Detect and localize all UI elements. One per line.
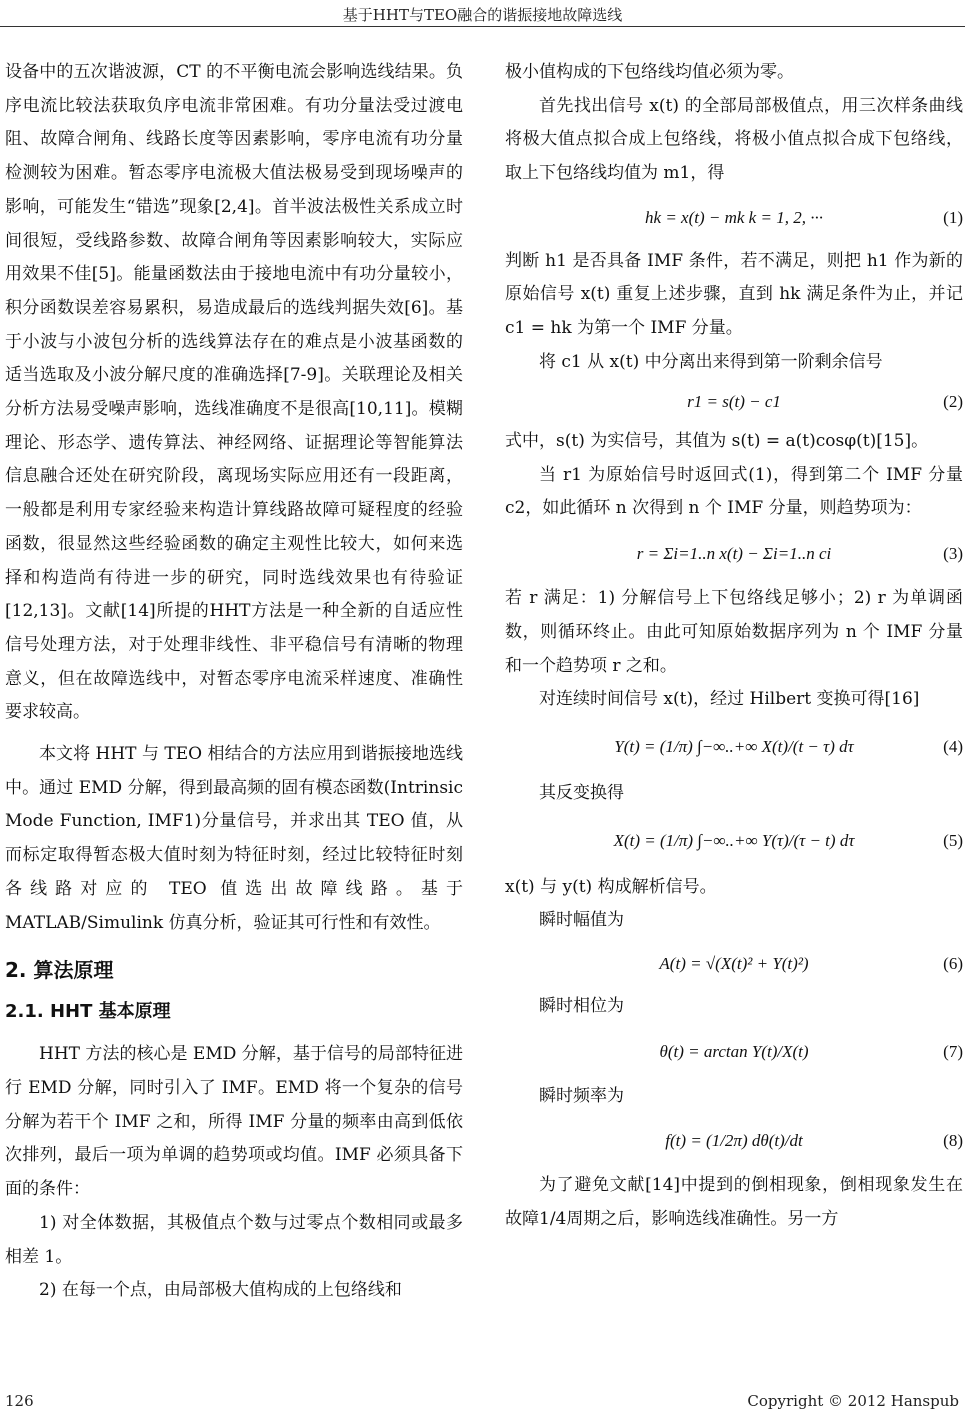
equation-body: X(t) = (1/π) ∫−∞..+∞ Y(τ)/(τ − t) dτ bbox=[613, 830, 855, 850]
equation-body: f(t) = (1/2π) dθ(t)/dt bbox=[665, 1131, 803, 1151]
equation-2 bbox=[505, 385, 963, 419]
equation-number: (2) bbox=[943, 392, 963, 412]
equation-8 bbox=[505, 1127, 963, 1155]
paragraph: 瞬时相位为 bbox=[539, 996, 624, 1017]
equation-3 bbox=[505, 540, 963, 568]
paragraph: 本文将 HHT 与 TEO 相结合的方法应用到谐振接地选线中。通过 EMD 分解，得到最高频的固有模态函数(Intrinsic Mode Function, IMF1)分量信号，并求出其 TEO 值，从而标定取得暂态极大值时刻为特征时刻，经过比较特征时刻各线路对应的 TEO 值选出故障线路。基于 MATLAB/Simulink 仿真分析，验证其可行性和有效性。 bbox=[5, 744, 463, 933]
paragraph: 式中，s(t) 为实信号，其值为 s(t) = a(t)cosφ(t)[15]。 bbox=[505, 431, 929, 452]
paragraph: 设备中的五次谐波源，CT 的不平衡电流会影响选线结果。负序电流比较法获取负序电流非常困难。有功分量法受过渡电阻、故障合闸角、线路长度等因素影响，零序电流有功分量检测较为困难。暂态零序电流极大值法极易受到现场噪声的影响，可能发生“错选”现象[2,4]。首半波法极性关系成立时间很短，受线路参数、故障合闸角等因素影响较大，实际应用效果不佳[5]。能量函数法由于接地电流中有功分量较小，积分函数误差容易累积，易造成最后的选线判据失效[6]。基于小波与小波包分析的选线算法存在的难点是小波基函数的适当选取及小波分解尺度的准确选择[7-9]。关联理论及相关分析方法易受噪声影响，选线准确度不是很高[10,11]。模糊理论、形态学、遗传算法、神经网络、证据理论等智能算法信息融合还处在研究阶段，离现场实际应用还有一段距离，一般都是利用专家经验来构造计算线路故障可疑程度的经验函数，很显然这些经验函数的确定主观性比较大，如何来选择和构造尚有待进一步的研究，同时选线效果也有待验证[12,13]。文献[14]所提的HHT方法是一种全新的自适应性信号处理方法，对于处理非线性、非平稳信号有清晰的物理意义，但在故障选线中，对暂态零序电流采样速度、准确性要求较高。 bbox=[5, 62, 463, 723]
equation-number: (6) bbox=[943, 954, 963, 974]
paragraph: 其反变换得 bbox=[539, 782, 624, 803]
subsection-heading: 2.1. HHT 基本原理 bbox=[5, 1001, 171, 1023]
equation-5 bbox=[505, 827, 963, 855]
equation-number: (3) bbox=[943, 544, 963, 564]
paragraph: 为了避免文献[14]中提到的倒相现象，倒相现象发生在故障1/4周期之后，影响选线准确性。另一方 bbox=[505, 1175, 963, 1230]
equation-body: A(t) = √(X(t)² + Y(t)²) bbox=[659, 954, 809, 974]
equation-number: (1) bbox=[943, 207, 963, 227]
equation-7 bbox=[505, 1038, 963, 1066]
paragraph: 首先找出信号 x(t) 的全部局部极值点，用三次样条曲线将极大值点拟合成上包络线，将极小值点拟合成下包络线，取上下包络线均值为 m1，得 bbox=[505, 95, 963, 184]
equation-number: (8) bbox=[943, 1131, 963, 1151]
paragraph: 瞬时幅值为 bbox=[539, 910, 624, 931]
paragraph: 将 c1 从 x(t) 中分离出来得到第一阶剩余信号 bbox=[539, 351, 883, 372]
equation-body: r1 = s(t) − c1 bbox=[687, 392, 781, 412]
paragraph: 瞬时频率为 bbox=[539, 1085, 624, 1106]
equation-body: Y(t) = (1/π) ∫−∞..+∞ X(t)/(t − τ) dτ bbox=[614, 736, 854, 756]
paragraph: 1) 对全体数据，其极值点个数与过零点个数相同或最多相差 1。 bbox=[5, 1212, 463, 1267]
page-number: 126 bbox=[5, 1392, 34, 1410]
paragraph: 判断 h1 是否具备 IMF 条件，若不满足，则把 h1 作为新的原始信号 x(t) 重复上述步骤，直到 hk 满足条件为止，并记 c1 = hk 为第一个 IMF 分量。 bbox=[505, 250, 963, 338]
equation-body: θ(t) = arctan Y(t)/X(t) bbox=[659, 1041, 809, 1061]
copyright-notice: Copyright © 2012 Hanspub bbox=[747, 1392, 959, 1410]
paragraph: 对连续时间信号 x(t)，经过 Hilbert 变换可得[16] bbox=[539, 689, 920, 710]
equation-number: (7) bbox=[943, 1041, 963, 1061]
left-column bbox=[5, 56, 463, 1308]
paragraph: 当 r1 为原始信号时返回式(1)，得到第二个 IMF 分量 c2，如此循环 n 次得到 n 个 IMF 分量，则趋势项为： bbox=[505, 464, 963, 519]
equation-6 bbox=[505, 950, 963, 978]
equation-4 bbox=[505, 733, 963, 761]
equation-1 bbox=[505, 201, 963, 235]
paragraph: 若 r 满足：1) 分解信号上下包络线足够小；2) r 为单调函数，则循环终止。由此可知原始数据序列为 n 个 IMF 分量和一个趋势项 r 之和。 bbox=[505, 588, 963, 676]
paragraph: x(t) 与 y(t) 构成解析信号。 bbox=[505, 876, 717, 897]
equation-number: (5) bbox=[943, 830, 963, 850]
equation-body: r = Σi=1..n x(t) − Σi=1..n ci bbox=[636, 544, 832, 564]
right-column bbox=[505, 56, 963, 1237]
section-heading: 2. 算法原理 bbox=[5, 958, 114, 983]
header-rule bbox=[0, 26, 965, 27]
running-header: 基于HHT与TEO融合的谐振接地故障选线 bbox=[342, 6, 623, 24]
equation-body: hk = x(t) − mk k = 1, 2, ··· bbox=[645, 207, 823, 227]
paragraph: 极小值构成的下包络线均值必须为零。 bbox=[505, 62, 794, 82]
equation-number: (4) bbox=[943, 736, 963, 756]
paragraph: HHT 方法的核心是 EMD 分解，基于信号的局部特征进行 EMD 分解，同时引入了 IMF。EMD 将一个复杂的信号分解为若干个 IMF 之和，所得 IMF 分量的频率由高到低依次排列，最后一项为单调的趋势项或均值。IMF 必须具备下面的条件： bbox=[5, 1044, 463, 1200]
paragraph: 2) 在每一个点，由局部极大值构成的上包络线和 bbox=[39, 1280, 402, 1301]
